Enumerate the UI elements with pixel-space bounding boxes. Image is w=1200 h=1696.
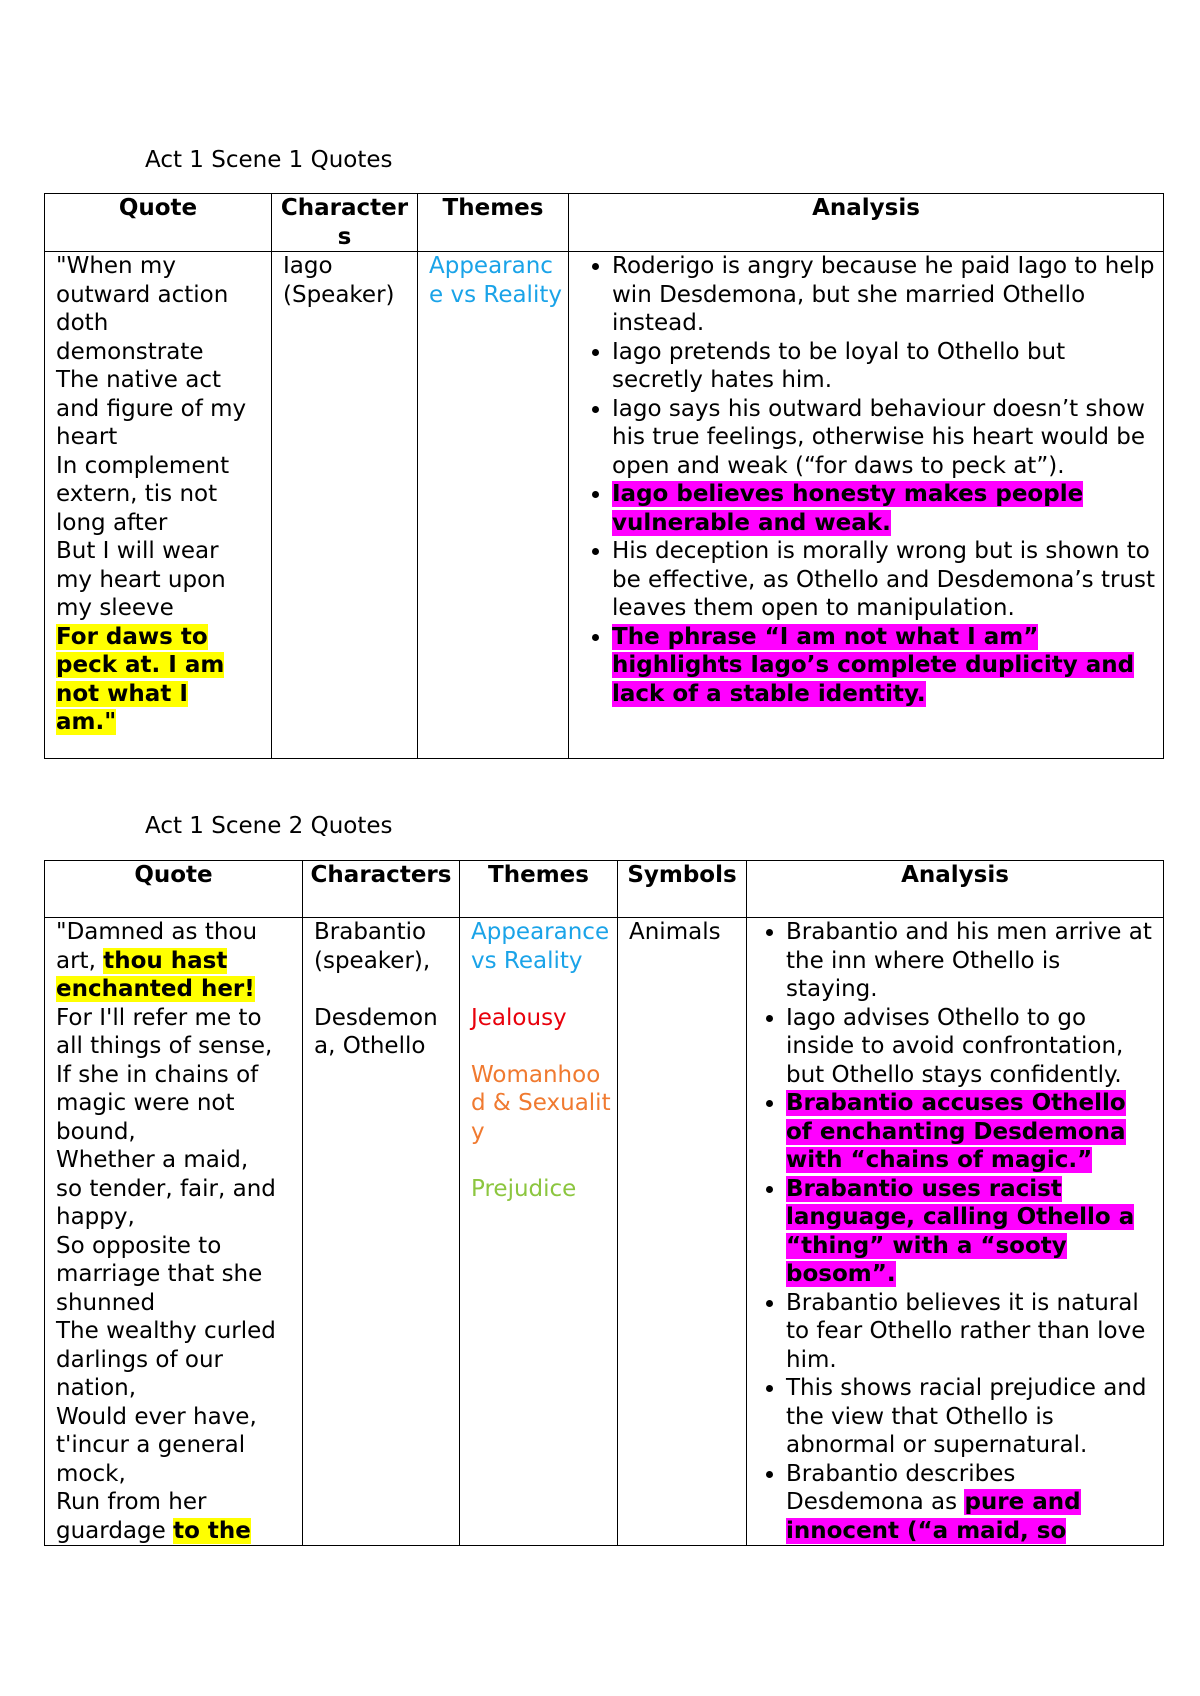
quote-text: shunned	[56, 1289, 156, 1316]
quote-text: outward action	[56, 281, 229, 308]
quote-text: long after	[56, 509, 168, 536]
character-line: Desdemona, Othello	[314, 1004, 438, 1059]
quote-line	[56, 537, 265, 566]
quote-text: bound,	[56, 1118, 136, 1145]
section1-heading: Act 1 Scene 1 Quotes	[145, 147, 393, 173]
analysis-text: Iago says his outward behaviour doesn’t show his true feelings, otherwise his heart would be open and weak (“for daws to peck at”).	[612, 395, 1146, 479]
quote-line	[56, 480, 265, 509]
quote-text: guardage	[56, 1517, 174, 1544]
quote-text: "When my	[56, 253, 176, 279]
quote-line	[56, 975, 296, 1004]
quote-text: my sleeve	[56, 595, 174, 621]
quote-text: demonstrate	[56, 338, 204, 365]
quote-line	[56, 594, 265, 623]
quote-line	[56, 366, 265, 395]
header-analysis: Analysis	[569, 194, 1164, 252]
quote-line	[56, 1488, 296, 1517]
quote-text: and figure of my	[56, 395, 247, 422]
quote-line	[56, 1517, 296, 1546]
quote-text: mock,	[56, 1460, 126, 1487]
scene1-quote-table	[44, 193, 1164, 759]
quote-text: happy,	[56, 1204, 135, 1230]
analysis-item	[786, 1004, 1157, 1090]
analysis-text: Brabantio believes it is natural to fear Othello rather than love him.	[786, 1289, 1146, 1373]
theme-label: Appearance vs Reality	[429, 253, 562, 308]
analysis-item	[612, 338, 1157, 395]
quote-text: all things of sense,	[56, 1033, 273, 1059]
quote-cell	[45, 918, 303, 1546]
quote-highlight: For daws to	[56, 623, 208, 650]
quote-text: marriage that she	[56, 1261, 263, 1287]
themes-cell	[418, 252, 569, 759]
quote-line	[56, 338, 265, 367]
quote-text: So opposite to	[56, 1232, 222, 1259]
quote-line	[56, 1346, 296, 1375]
quote-text: nation,	[56, 1375, 137, 1401]
quote-text: In complement	[56, 452, 230, 479]
quote-text: t'incur a general	[56, 1432, 246, 1458]
quote-text: darlings of our	[56, 1346, 223, 1373]
analysis-item	[612, 480, 1157, 537]
analysis-item	[786, 1289, 1157, 1375]
analysis-list	[580, 252, 1157, 708]
quote-line	[56, 1089, 296, 1118]
quote-line	[56, 452, 265, 481]
quote-line	[56, 1118, 296, 1147]
analysis-cell	[569, 252, 1164, 759]
analysis-text: This shows racial prejudice and the view that Othello is abnormal or supernatural.	[786, 1375, 1147, 1458]
quote-line	[56, 1260, 296, 1289]
quote-line	[56, 252, 265, 281]
analysis-highlight: The phrase “I am not what I am” highlights Iago’s complete duplicity and lack of a stable identity.	[612, 623, 1135, 707]
quote-line	[56, 509, 265, 538]
quote-line	[56, 281, 265, 310]
quote-line	[56, 1460, 296, 1489]
analysis-item	[786, 1175, 1157, 1289]
quote-line	[56, 680, 265, 709]
quote-line	[56, 395, 265, 424]
quote-line	[56, 1289, 296, 1318]
quote-line	[56, 1232, 296, 1261]
analysis-text: Roderigo is angry because he paid Iago to help win Desdemona, but she married Othello instead.	[612, 253, 1155, 336]
analysis-text: Iago advises Othello to go inside to avoid confrontation, but Othello stays confidently.	[786, 1004, 1124, 1088]
analysis-text: His deception is morally wrong but is shown to be effective, as Othello and Desdemona’s trust leaves them open to manipulation.	[612, 538, 1156, 621]
header-quote: Quote	[45, 194, 272, 252]
quote-text: Run from her	[56, 1489, 207, 1515]
quote-line	[56, 651, 265, 680]
quote-highlight: peck at. I am	[56, 652, 225, 678]
quote-text: But I will wear	[56, 538, 219, 564]
quote-line	[56, 1146, 296, 1175]
analysis-highlight: Brabantio uses racist language, calling Othello a “thing” with a “sooty bosom”.	[786, 1175, 1135, 1287]
quote-line	[56, 623, 265, 652]
analysis-item	[786, 918, 1157, 1004]
quote-cell	[45, 252, 272, 759]
quote-line	[56, 1431, 296, 1460]
scene2-quote-table	[44, 860, 1164, 1546]
characters-cell	[303, 918, 460, 1546]
quote-line	[56, 1403, 296, 1432]
themes-cell	[460, 918, 618, 1546]
quote-text: my heart upon	[56, 566, 226, 593]
quote-text: The native act	[56, 367, 221, 393]
analysis-item	[786, 1460, 1157, 1546]
quote-text: If she in chains of	[56, 1061, 259, 1088]
quote-line	[56, 566, 265, 595]
analysis-item	[786, 1089, 1157, 1175]
theme-label: Appearance vs Reality	[471, 919, 610, 974]
quote-line	[56, 1317, 296, 1346]
header-characters: Characters	[303, 861, 460, 918]
quote-line	[56, 1175, 296, 1204]
analysis-text: Iago pretends to be loyal to Othello but secretly hates him.	[612, 338, 1066, 393]
quote-line	[56, 1374, 296, 1403]
header-symbols: Symbols	[618, 861, 747, 918]
analysis-item	[786, 1374, 1157, 1460]
quote-line	[56, 1203, 296, 1232]
header-analysis: Analysis	[747, 861, 1164, 918]
quote-highlight: not what I	[56, 680, 188, 707]
analysis-item	[612, 623, 1157, 709]
quote-text: magic were not	[56, 1090, 235, 1116]
analysis-item	[612, 395, 1157, 481]
quote-line	[56, 708, 265, 737]
quote-text: Would ever have,	[56, 1403, 257, 1430]
header-quote: Quote	[45, 861, 303, 918]
symbols-cell: Animals	[618, 918, 747, 1546]
analysis-text: Brabantio describes Desdemona as	[786, 1460, 1016, 1515]
quote-text: art,	[56, 947, 104, 974]
quote-line	[56, 423, 265, 452]
analysis-text: Brabantio and his men arrive at the inn where Othello is staying.	[786, 919, 1152, 1002]
quote-highlight: enchanted her!	[56, 976, 255, 1002]
section2-heading: Act 1 Scene 2 Quotes	[145, 813, 393, 839]
theme-label: Womanhood & Sexuality	[471, 1061, 611, 1145]
characters-cell: Iago (Speaker)	[272, 252, 418, 759]
analysis-list	[758, 918, 1157, 1545]
quote-text: "Damned as thou	[56, 919, 258, 945]
analysis-highlight: Iago believes honesty makes people vulnerable and weak.	[612, 481, 1084, 536]
analysis-highlight: Brabantio accuses Othello of enchanting Desdemona with “chains of magic.”	[786, 1090, 1126, 1173]
header-characters: Characters	[272, 194, 418, 252]
analysis-item	[612, 252, 1157, 338]
theme-label: Jealousy	[471, 1004, 567, 1031]
quote-text: Whether a maid,	[56, 1147, 249, 1173]
analysis-highlight: pure and innocent (“a maid, so	[786, 1489, 1081, 1544]
header-themes: Themes	[460, 861, 618, 918]
quote-text: so tender, fair, and	[56, 1175, 276, 1202]
quote-line	[56, 947, 296, 976]
quote-text: For I'll refer me to	[56, 1004, 262, 1031]
quote-text: The wealthy curled	[56, 1318, 276, 1344]
quote-line	[56, 1004, 296, 1033]
quote-line	[56, 918, 296, 947]
quote-highlight: am."	[56, 709, 117, 735]
quote-line	[56, 1061, 296, 1090]
quote-line	[56, 1032, 296, 1061]
theme-label: Prejudice	[471, 1175, 577, 1202]
quote-highlight: to the	[173, 1517, 251, 1544]
quote-highlight: thou hast	[103, 947, 228, 974]
analysis-cell	[747, 918, 1164, 1546]
character-line: Brabantio (speaker),	[314, 919, 431, 974]
quote-line	[56, 309, 265, 338]
quote-text: extern, tis not	[56, 481, 218, 507]
quote-text: heart	[56, 424, 118, 450]
analysis-item	[612, 537, 1157, 623]
header-themes: Themes	[418, 194, 569, 252]
quote-text: doth	[56, 310, 109, 336]
